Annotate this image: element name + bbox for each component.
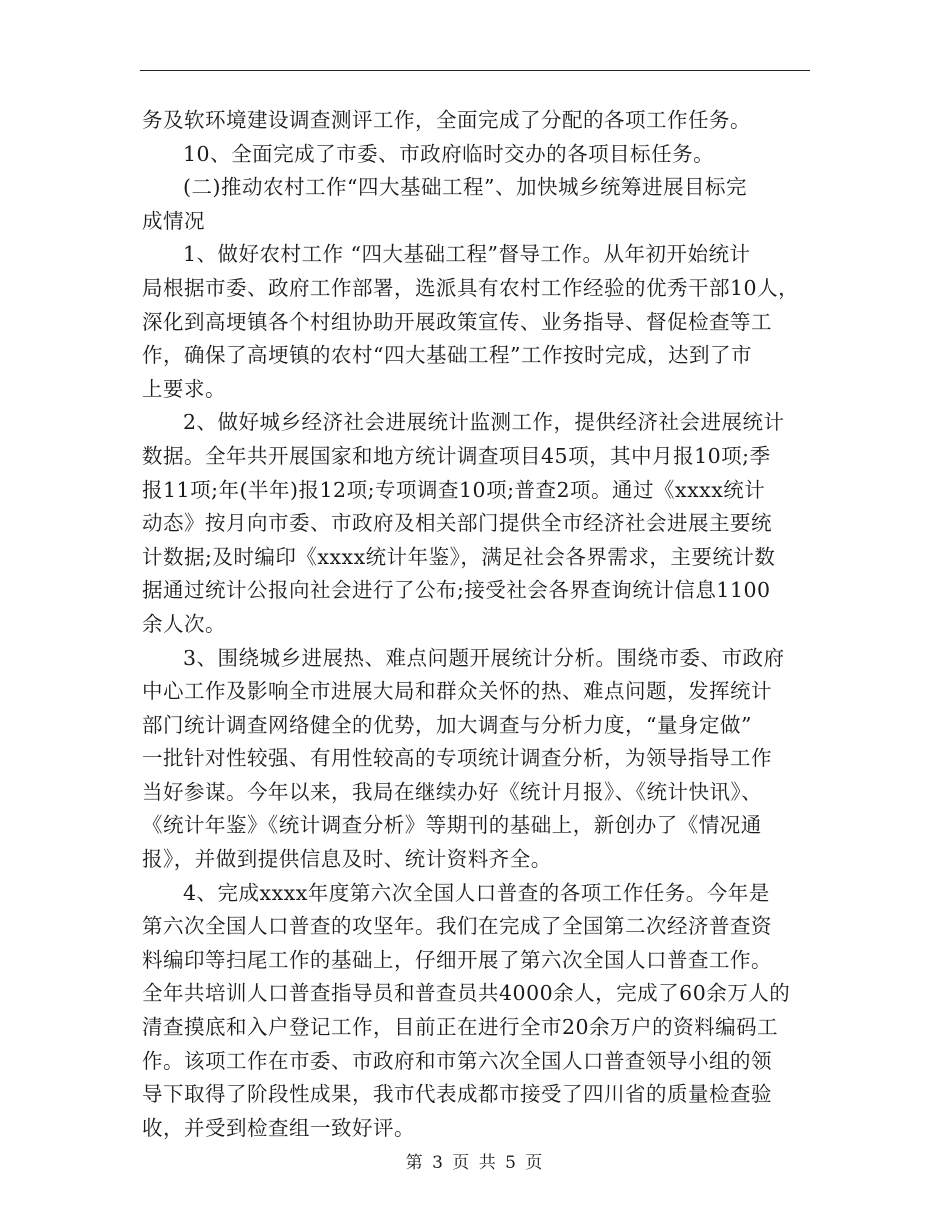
- text-line: 报》，并做到提供信息及时、统计资料齐全。: [142, 847, 552, 872]
- paragraph-start-line: 3、围绕城乡进展热、难点问题开展统计分析。围绕市委、市政府: [183, 645, 785, 670]
- text-line: 作。该项工作在市委、市政府和市第六次全国人口普查领导小组的领: [142, 1048, 772, 1073]
- paragraph-start-line: 4、完成xxxx年度第六次全国人口普查的各项工作任务。今年是: [183, 880, 770, 905]
- page-number-footer: 第 3 页 共 5 页: [405, 1153, 545, 1173]
- text-line: 一批针对性较强、有用性较高的专项统计调查分析，为领导指导工作: [142, 746, 772, 771]
- text-line: 当好参谋。今年以来，我局在继续办好《统计月报》、《统计快讯》、: [142, 779, 763, 804]
- text-line: 中心工作及影响全市进展大局和群众关怀的热、难点问题，发挥统计: [142, 679, 772, 704]
- document-body: [142, 104, 810, 1145]
- text-line: 第六次全国人口普查的攻坚年。我们在完成了全国第二次经济普查资: [142, 914, 772, 939]
- paragraph-start-line: 10、全面完成了市委、市政府临时交办的各项目标任务。: [183, 141, 715, 166]
- text-line: 据通过统计公报向社会进行了公布;接受社会各界查询统计信息1100: [142, 578, 771, 603]
- text-line: 深化到高埂镇各个村组协助开展政策宣传、业务指导、督促检查等工: [142, 309, 772, 334]
- header-rule: [140, 70, 810, 71]
- text-line: 《统计年鉴》《统计调查分析》等期刊的基础上，新创办了《情况通: [142, 813, 762, 838]
- text-line: 务及软环境建设调查测评工作，全面完成了分配的各项工作任务。: [142, 108, 751, 132]
- text-line: 收，并受到检查组一致好评。: [142, 1115, 415, 1140]
- text-line: 动态》按月向市委、市政府及相关部门提供全市经济社会进展主要统: [142, 511, 772, 536]
- section-heading-line: 成情况: [142, 208, 205, 233]
- text-line: 计数据;及时编印《xxxx统计年鉴》，满足社会各界需求，主要统计数: [142, 544, 776, 569]
- text-line: 上要求。: [142, 376, 226, 401]
- text-line: 余人次。: [142, 611, 226, 636]
- text-line: 清查摸底和入户登记工作，目前正在进行全市20余万户的资料编码工: [142, 1015, 779, 1040]
- text-line: 报11项;年(半年)报12项;专项调查10项;普查2项。通过《xxxx统计: [142, 477, 766, 502]
- paragraph-start-line: 1、做好农村工作 “四大基础工程”督导工作。从年初开始统计: [183, 242, 751, 267]
- text-line: 作，确保了高埂镇的农村“四大基础工程”工作按时完成，达到了市: [142, 343, 752, 368]
- text-line: 局根据市委、政府工作部署，选派具有农村工作经验的优秀干部10人，: [142, 275, 800, 300]
- paragraph-start-line: 2、做好城乡经济社会进展统计监测工作，提供经济社会进展统计: [183, 410, 785, 435]
- text-line: 全年共培训人口普查指导员和普查员共4000余人，完成了60余万人的: [142, 981, 791, 1006]
- text-line: 数据。全年共开展国家和地方统计调查项目45项，其中月报10项;季: [142, 443, 771, 468]
- text-line: 料编印等扫尾工作的基础上，仔细开展了第六次全国人口普查工作。: [142, 947, 772, 972]
- text-line: 导下取得了阶段性成果，我市代表成都市接受了四川省的质量检查验: [142, 1082, 772, 1107]
- section-heading-line: (二)推动农村工作“四大基础工程”、加快城乡统筹进展目标完: [183, 175, 747, 200]
- text-line: 部门统计调查网络健全的优势，加大调查与分析力度，“量身定做”: [142, 712, 752, 737]
